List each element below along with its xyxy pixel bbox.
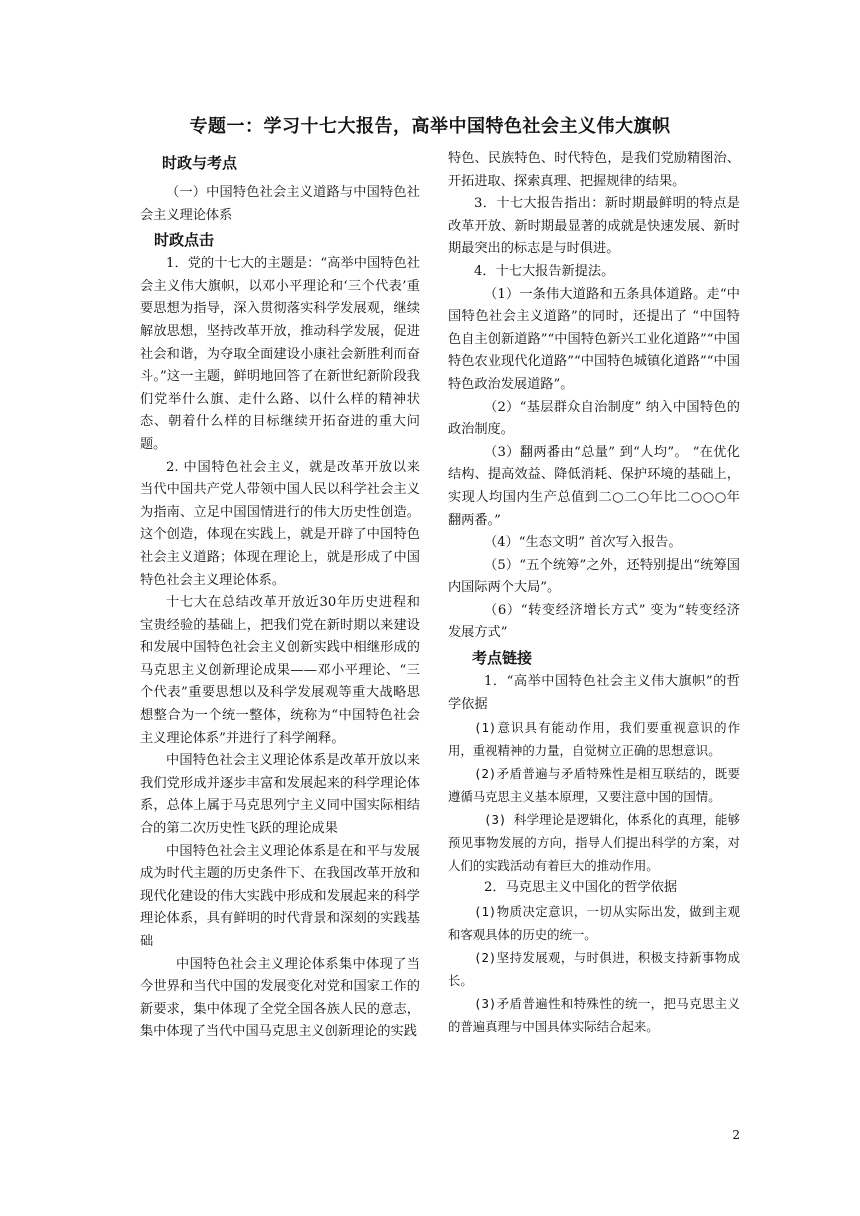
kaodian-item-2: 2．马克思主义中国化的哲学依据 bbox=[484, 880, 678, 896]
kaodian-item-1c: (3) 科学理论是逻辑化，体系化的真理，能够预见事物发展的方向，指导人们提出科学的方案，对人们的实践活动有着巨大的推动作用。 bbox=[448, 812, 740, 874]
new-term-5: （5）“五个统筹”之外，还特别提出“统筹国内国际两个大局”。 bbox=[448, 557, 740, 596]
left-column bbox=[140, 150, 420, 1044]
kaodian-item-2b: (2)坚持发展观，与时俱进，积极支持新事物成长。 bbox=[448, 949, 740, 988]
paragraph-3: 十七大在总结改革开放近30年历史进程和宝贵经验的基础上，把我们党在新时期以来建设和发展中国特色社会主义创新实践中相继形成的马克思主义创新理论成果——邓小平理论、“三个代表”重要思想以及科学发展观等重大战略思想整合为一个统一整体，统称为“中国特色社会主义理论体系”并进行了科学阐释。 bbox=[140, 595, 420, 746]
paragraph-3-right: 3．十七大报告指出：新时期最鲜明的特点是改革开放、新时期最显著的成就是快速发展、新时期最突出的标志是与时俱进。 bbox=[448, 196, 740, 257]
page-number: 2 bbox=[732, 1128, 740, 1142]
sub-heading: （一）中国特色社会主义道路与中国特色社会主义理论体系 bbox=[140, 185, 420, 223]
section-heading: 时政与考点 bbox=[162, 154, 238, 172]
new-term-1: （1）一条伟大道路和五条具体道路。走“中国特色社会主义道路”的同时，还提出了 “中国特色自主创新道路”“中国特色新兴工业化道路”“中国特色农业现代化道路”“中国特色城镇化道路”“中国特色政治发展道路”。 bbox=[448, 286, 740, 392]
right-column bbox=[448, 148, 740, 1038]
paragraph-continued: 特色、民族特色、时代特色，是我们党励精图治、开拓进取、探索真理、把握规律的结果。 bbox=[448, 151, 740, 189]
paragraph-5: 中国特色社会主义理论体系是在和平与发展成为时代主题的历史条件下、在我国改革开放和现代化建设的伟大实践中形成和发展起来的科学理论体系，具有鲜明的时代背景和深刻的实践基础 bbox=[140, 843, 420, 949]
paragraph-4: 中国特色社会主义理论体系是改革开放以来我们党形成并逐步丰富和发展起来的科学理论体系，总体上属于马克思列宁主义同中国实际相结合的第二次历史性飞跃的理论成果 bbox=[140, 753, 420, 837]
kaodian-item-1: 1．“高举中国特色社会主义伟大旗帜”的哲学依据 bbox=[448, 674, 740, 712]
kaodian-item-2a: (1)物质决定意识，一切从实际出发，做到主观和客观具体的历史的统一。 bbox=[448, 903, 740, 942]
page-title: 专题一：学习十七大报告，高举中国特色社会主义伟大旗帜 bbox=[189, 116, 671, 137]
new-term-2: （2）“基层群众自治制度” 纳入中国特色的政治制度。 bbox=[448, 399, 740, 438]
new-term-3: （3）翻两番由“总量” 到“人均”。 “在优化结构、提高效益、降低消耗、保护环境的基础上，实现人均国内生产总值到二○二○年比二○○○年翻两番。” bbox=[448, 444, 740, 528]
new-term-4: （4）“生态文明” 首次写入报告。 bbox=[484, 535, 682, 551]
paragraph-2: 2. 中国特色社会主义，就是改革开放以来当代中国共产党人带领中国人民以科学社会主义为指南、立足中国国情进行的伟大历史性创造。这个创造，体现在实践上，就是开辟了中国特色社会主义道路；体现在理论上，就是形成了中国特色社会主义理论体系。 bbox=[140, 459, 420, 588]
kaodian-item-1b: (2)矛盾普遍与矛盾特殊性是相互联结的，既要遵循马克思主义基本原理，又要注意中国的国情。 bbox=[448, 766, 740, 805]
paragraph-1: 1．党的十七大的主题是：“高举中国特色社会主义伟大旗帜，以邓小平理论和‘三个代表’重要思想为指导，深入贯彻落实科学发展观，继续解放思想，坚持改革开放，推动科学发展，促进社会和谐，为夺取全面建设小康社会新胜利而奋斗。”这一主题，鲜明地回答了在新世纪新阶段我们党举什么旗、走什么路、以什么样的精神状态、朝着什么样的目标继续开拓奋进的重大问题。 bbox=[140, 256, 420, 452]
kaodian-heading: 考点链接 bbox=[472, 649, 533, 668]
kaodian-item-2c: (3)矛盾普遍性和特殊性的统一，把马克思主义的普遍真理与中国具体实际结合起来。 bbox=[448, 995, 740, 1034]
paragraph-6: 中国特色社会主义理论体系集中体现了当今世界和当代中国的发展变化对党和国家工作的新要求，集中体现了全党全国各族人民的意志，集中体现了当代中国马克思主义创新理论的实践 bbox=[140, 956, 420, 1040]
paragraph-4-right: 4．十七大报告新提法。 bbox=[474, 263, 615, 279]
shizheng-heading: 时政点击 bbox=[154, 231, 215, 250]
kaodian-item-1a: (1)意识具有能动作用，我们要重视意识的作用，重视精神的力量，自觉树立正确的思想意识。 bbox=[448, 720, 740, 759]
new-term-6: （6）“转变经济增长方式” 变为“转变经济发展方式” bbox=[448, 602, 740, 641]
